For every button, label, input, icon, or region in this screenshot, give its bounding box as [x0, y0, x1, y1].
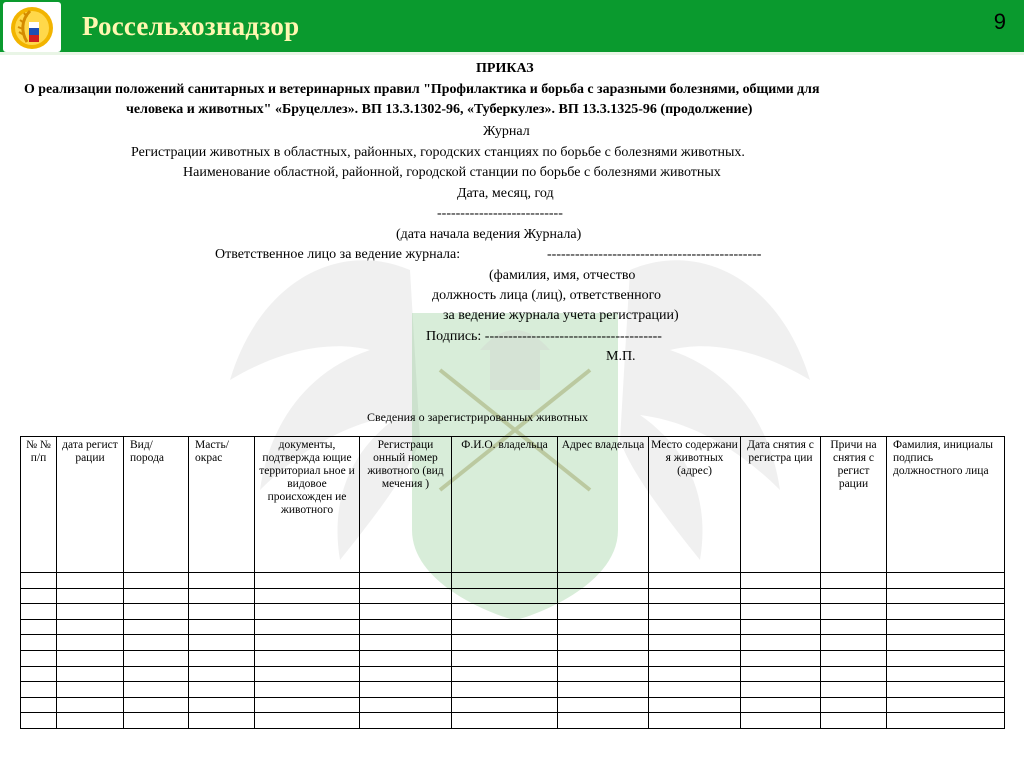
table-cell: [558, 650, 649, 666]
table-cell: [255, 635, 360, 651]
table-row: [21, 619, 1005, 635]
table-cell: [821, 682, 887, 698]
col-color: Масть/ окрас: [189, 437, 255, 573]
table-cell: [741, 619, 821, 635]
table-cell: [255, 604, 360, 620]
table-row: [21, 713, 1005, 729]
col-owner-address: Адрес владельца: [558, 437, 649, 573]
table-cell: [189, 635, 255, 651]
date-dashes: ---------------------------: [437, 206, 563, 221]
table-cell: [360, 713, 452, 729]
table-cell: [887, 619, 1005, 635]
table-cell: [21, 697, 57, 713]
header-bar: [0, 0, 1024, 55]
table-cell: [21, 573, 57, 589]
table-cell: [558, 619, 649, 635]
table-cell: [452, 666, 558, 682]
page-number: 9: [993, 9, 1006, 34]
table-cell: [887, 666, 1005, 682]
table-row: [21, 682, 1005, 698]
table-cell: [821, 588, 887, 604]
header-divider: [0, 52, 1024, 55]
rosselkhoznadzor-emblem-icon: [3, 2, 61, 52]
table-cell: [255, 573, 360, 589]
table-cell: [821, 635, 887, 651]
col-species-breed: Вид/ порода: [124, 437, 189, 573]
position-caption2: за ведение журнала учета регистрации): [443, 308, 679, 323]
table-cell: [649, 713, 741, 729]
registration-line: Регистрации животных в областных, районных, городских станциях по борьбе с болезнями животных.: [131, 145, 745, 160]
table-cell: [452, 635, 558, 651]
table-cell: [21, 604, 57, 620]
table-cell: [189, 697, 255, 713]
table-cell: [558, 713, 649, 729]
table-cell: [887, 573, 1005, 589]
table-cell: [887, 682, 1005, 698]
table-cell: [360, 635, 452, 651]
table-cell: [255, 588, 360, 604]
table-cell: [821, 604, 887, 620]
table-cell: [649, 697, 741, 713]
table-cell: [887, 588, 1005, 604]
table-cell: [57, 573, 124, 589]
table-cell: [189, 573, 255, 589]
table-cell: [189, 682, 255, 698]
table-cell: [21, 588, 57, 604]
table-cell: [360, 588, 452, 604]
table-cell: [741, 573, 821, 589]
table-cell: [821, 666, 887, 682]
table-cell: [452, 650, 558, 666]
table-cell: [21, 635, 57, 651]
table-cell: [741, 588, 821, 604]
table-cell: [821, 650, 887, 666]
table-cell: [124, 588, 189, 604]
col-official-signature: Фамилия, инициалы подпись должностного лица: [887, 437, 1005, 573]
table-cell: [649, 682, 741, 698]
table-cell: [741, 682, 821, 698]
table-cell: [649, 650, 741, 666]
table-cell: [887, 604, 1005, 620]
stamp-mark: М.П.: [606, 349, 636, 364]
table-cell: [452, 713, 558, 729]
table-cell: [558, 635, 649, 651]
journal-title: Журнал: [483, 124, 530, 139]
table-cell: [124, 619, 189, 635]
table-header-row: [21, 437, 1005, 573]
col-deregistration-reason: Причи на снятия с регист рации: [821, 437, 887, 573]
date-line: Дата, месяц, год: [457, 186, 554, 201]
signature-line: Подпись: --------------------------------------: [426, 329, 662, 344]
table-cell: [21, 619, 57, 635]
table-row: [21, 573, 1005, 589]
table-body: [21, 573, 1005, 729]
registered-animals-table: [20, 436, 1005, 729]
table-cell: [57, 635, 124, 651]
table-row: [21, 650, 1005, 666]
table-cell: [124, 573, 189, 589]
table-cell: [57, 604, 124, 620]
table-cell: [124, 650, 189, 666]
table-cell: [255, 650, 360, 666]
table-cell: [57, 713, 124, 729]
table-cell: [887, 697, 1005, 713]
table-cell: [887, 635, 1005, 651]
table-cell: [255, 619, 360, 635]
table-cell: [741, 604, 821, 620]
table-cell: [124, 713, 189, 729]
table-cell: [21, 650, 57, 666]
table-cell: [741, 713, 821, 729]
table-cell: [21, 666, 57, 682]
table-cell: [558, 682, 649, 698]
table-cell: [741, 650, 821, 666]
table-cell: [255, 713, 360, 729]
table-cell: [887, 650, 1005, 666]
col-number: № № п/п: [21, 437, 57, 573]
table-cell: [57, 666, 124, 682]
table-cell: [124, 682, 189, 698]
table-cell: [649, 573, 741, 589]
table-cell: [452, 573, 558, 589]
table-cell: [124, 604, 189, 620]
table-cell: [57, 588, 124, 604]
position-caption: должность лица (лиц), ответственного: [432, 288, 662, 303]
table-cell: [452, 697, 558, 713]
table-cell: [649, 666, 741, 682]
table-row: [21, 588, 1005, 604]
responsible-label: Ответственное лицо за ведение журнала:: [215, 247, 461, 262]
col-deregistration-date: Дата снятия с регистра ции: [741, 437, 821, 573]
table-cell: [57, 619, 124, 635]
table-cell: [558, 697, 649, 713]
table-cell: [452, 619, 558, 635]
date-caption: (дата начала ведения Журнала): [396, 227, 582, 242]
fio-caption: (фамилия, имя, отчество: [489, 268, 636, 283]
col-registration-date: дата регист рации: [57, 437, 124, 573]
table-cell: [255, 682, 360, 698]
table-cell: [360, 682, 452, 698]
table-cell: [452, 588, 558, 604]
col-owner-name: Ф.И.О. владельца: [452, 437, 558, 573]
table-row: [21, 635, 1005, 651]
table-cell: [741, 666, 821, 682]
table-cell: [124, 666, 189, 682]
table-row: [21, 697, 1005, 713]
table-cell: [452, 682, 558, 698]
table-cell: [21, 682, 57, 698]
table-row: [21, 604, 1005, 620]
col-keeping-place: Место содержани я животных (адрес): [649, 437, 741, 573]
table-cell: [741, 697, 821, 713]
table-cell: [821, 619, 887, 635]
brand-title: Россельхознадзор: [82, 11, 300, 41]
table-cell: [360, 573, 452, 589]
table-cell: [558, 666, 649, 682]
table-cell: [649, 604, 741, 620]
table-cell: [821, 713, 887, 729]
table-cell: [360, 666, 452, 682]
table-cell: [649, 619, 741, 635]
table-cell: [558, 604, 649, 620]
table-cell: [360, 650, 452, 666]
table-cell: [124, 635, 189, 651]
table-cell: [887, 713, 1005, 729]
table-cell: [57, 650, 124, 666]
table-caption: Сведения о зарегистрированных животных: [367, 410, 589, 424]
station-name-line: Наименование областной, районной, городской станции по борьбе с болезнями животных: [183, 165, 721, 180]
table-cell: [189, 604, 255, 620]
table-row: [21, 666, 1005, 682]
order-subject-line1: О реализации положений санитарных и ветеринарных правил "Профилактика и борьба с заразными болезнями, общими для: [24, 82, 820, 97]
responsible-dashes: ----------------------------------------------: [547, 247, 762, 262]
table-cell: [189, 666, 255, 682]
table-cell: [821, 573, 887, 589]
table-cell: [57, 682, 124, 698]
table-cell: [189, 713, 255, 729]
table-cell: [255, 666, 360, 682]
col-registration-number: Регистраци онный номер животного (вид мечения ): [360, 437, 452, 573]
order-subject-line2: человека и животных" «Бруцеллез». ВП 13.3.1302-96, «Туберкулез». ВП 13.3.1325-96 (продолжение): [126, 102, 753, 117]
table-cell: [57, 697, 124, 713]
table-cell: [189, 650, 255, 666]
table-cell: [124, 697, 189, 713]
order-title: ПРИКАЗ: [476, 61, 534, 76]
table-cell: [821, 697, 887, 713]
table-cell: [255, 697, 360, 713]
table-cell: [189, 588, 255, 604]
table-cell: [452, 604, 558, 620]
table-cell: [21, 713, 57, 729]
table-cell: [741, 635, 821, 651]
table-cell: [558, 588, 649, 604]
table-cell: [558, 573, 649, 589]
table-cell: [360, 619, 452, 635]
table-cell: [360, 604, 452, 620]
col-origin-documents: документы, подтвержда ющие территориал ьное и видовое происхожден ие животного: [255, 437, 360, 573]
table-cell: [649, 588, 741, 604]
table-cell: [649, 635, 741, 651]
table-cell: [360, 697, 452, 713]
table-cell: [189, 619, 255, 635]
